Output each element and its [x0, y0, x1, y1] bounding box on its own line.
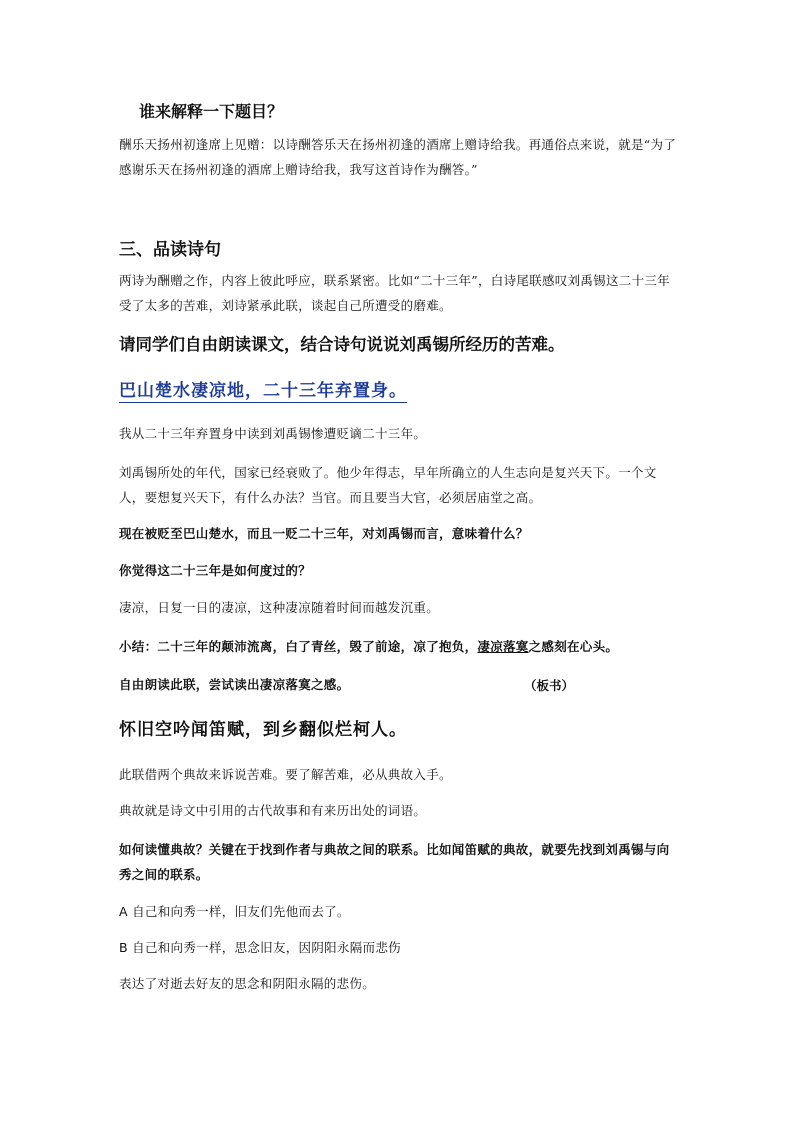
question-understand-allusion: 如何读懂典故？关键在于找到作者与典故之间的联系。比如闻笛赋的典故，就要先找到刘禹锡与向秀之间的联系。 [119, 842, 670, 882]
option-a: A 自己和向秀一样，旧友们先他而去了。 [119, 904, 350, 919]
paragraph-exile: 我从二十三年弃置身中读到刘禹锡惨遭贬谪二十三年。 [119, 426, 427, 441]
summary [119, 634, 679, 659]
board-note: （板书） [524, 678, 575, 693]
paragraph-conclusion: 表达了对逝去好友的思念和阴阳永隔的悲伤。 [119, 976, 376, 991]
question-how-spent: 你觉得这二十三年是如何度过的？ [119, 563, 312, 578]
summary-underlined: 凄凉落寞 [477, 639, 529, 654]
paragraph-allusion: 此联借两个典故来诉说苦难。要了解苦难，必从典故入手。 [119, 767, 452, 782]
paragraph-allusion-definition: 典故就是诗文中引用的古代故事和有来历出处的词语。 [119, 803, 427, 818]
section-3-intro: 两诗为酬赠之作，内容上彼此呼应，联系紧密。比如“二十三年”，白诗尾联感叹刘禹锡这二十三年受了太多的苦难，刘诗紧承此联，谈起自己所遭受的磨难。 [119, 273, 670, 313]
paragraph-background: 刘禹锡所处的年代，国家已经衰败了。他少年得志，早年所确立的人生志向是复兴天下。一个文人，要想复兴天下，有什么办法？当官。而且要当大官，必须居庙堂之高。 [119, 465, 657, 505]
poem-line-1: 巴山楚水凄凉地，二十三年弃置身。 [119, 376, 407, 403]
summary-text-before: 小结：二十三年的颠沛流离，白了青丝，毁了前途，凉了抱负， [119, 639, 478, 654]
poem-line-1-wrapper [119, 376, 679, 403]
summary-text-after: 之感刻在心头。 [528, 639, 619, 654]
question-answer: 酬乐天扬州初逢席上见赠：以诗酬答乐天在扬州初逢的酒席上赠诗给我。再通俗点来说，就是“为了感谢乐天在扬州初逢的酒席上赠诗给我，我写这首诗作为酬答。” [119, 137, 677, 177]
question-meaning: 现在被贬至巴山楚水，而且一贬二十三年，对刘禹锡而言，意味着什么？ [119, 526, 529, 541]
option-b: B 自己和向秀一样，思念旧友，因阴阳永隔而悲伤 [119, 940, 401, 955]
section-3-title: 三、品读诗句 [119, 240, 221, 260]
read-prompt: 自由朗读此联，尝试读出凄凉落寞之感。 [119, 677, 350, 692]
paragraph-desolation: 凄凉，日复一日的凄凉，这种凄凉随着时间而越发沉重。 [119, 600, 440, 615]
poem-line-2: 怀旧空吟闻笛赋，到乡翻似烂柯人。 [119, 720, 407, 740]
question-title: 谁来解释一下题目？ [139, 102, 284, 121]
prompt-read-aloud: 请同学们自由朗读课文，结合诗句说说刘禹锡所经历的苦难。 [119, 335, 565, 354]
